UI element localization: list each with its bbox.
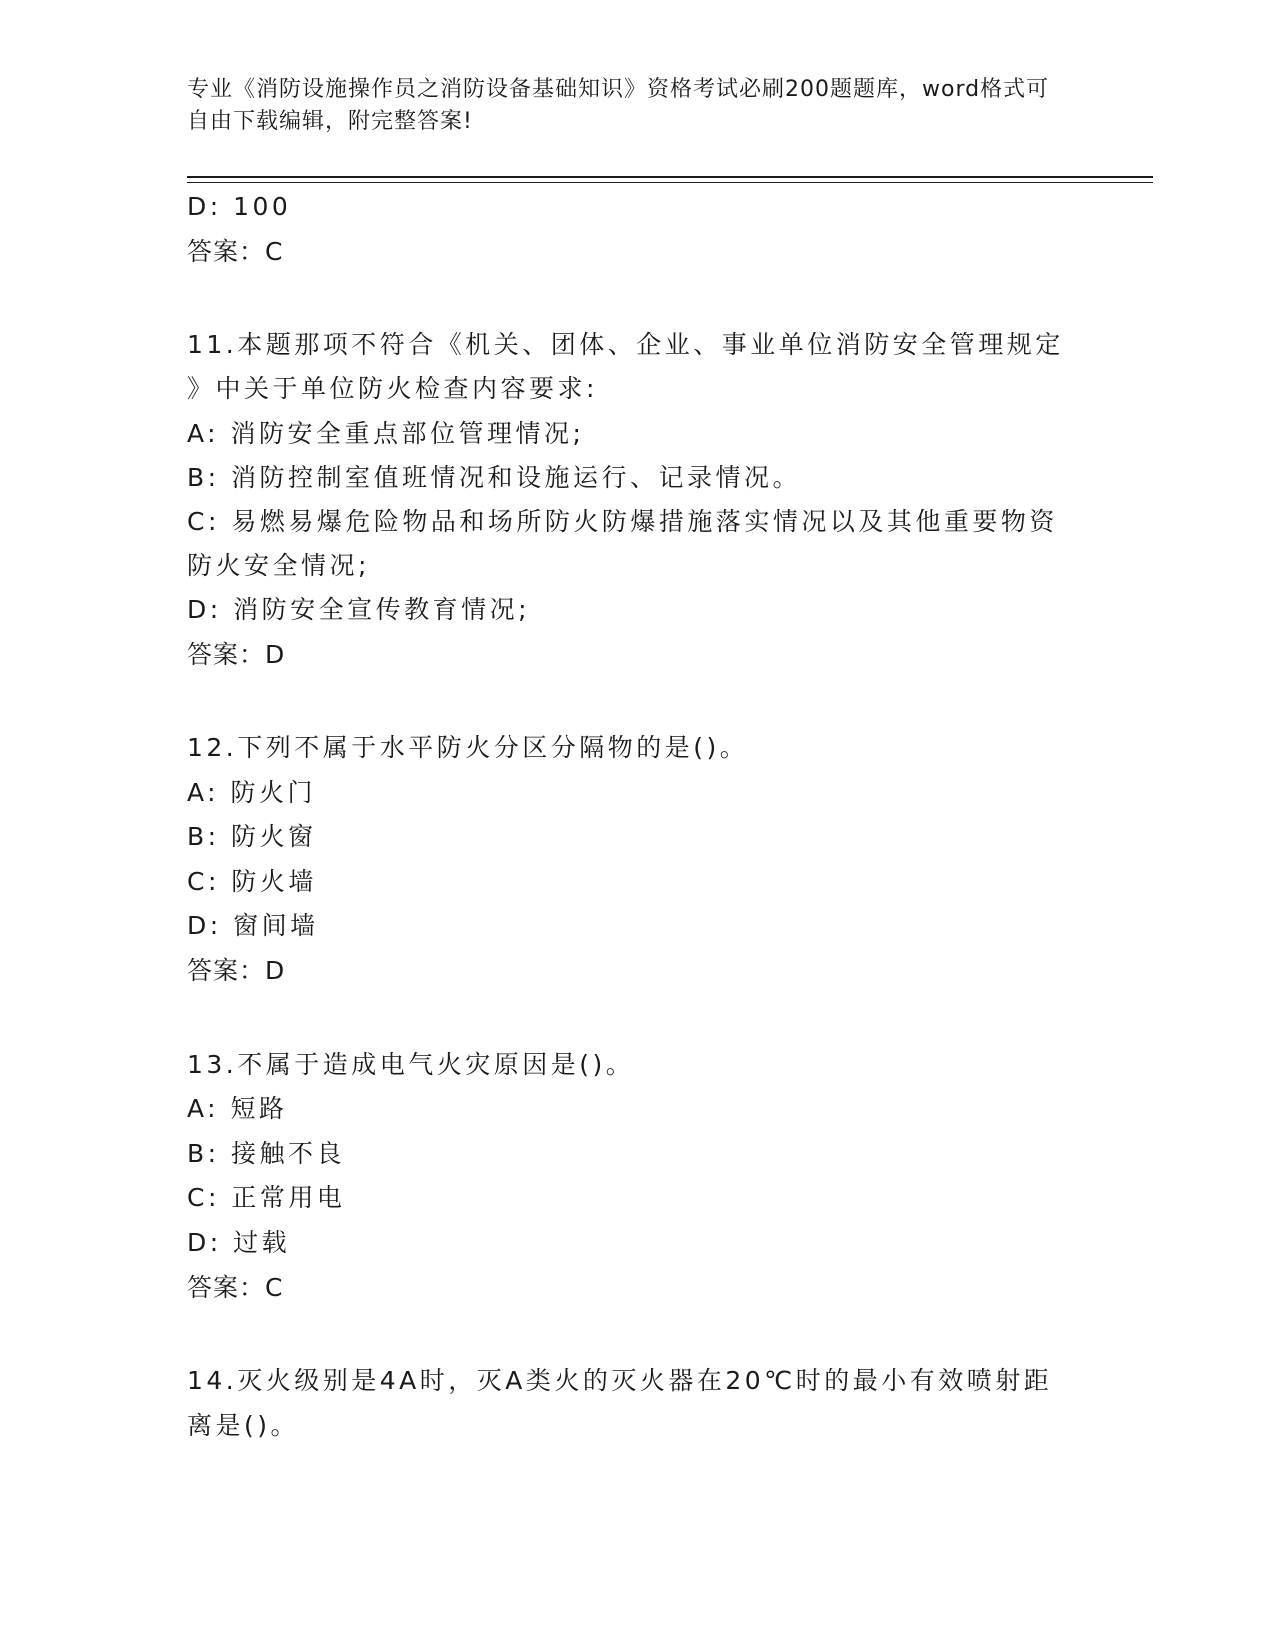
header-divider-thick: [187, 176, 1153, 178]
header-divider-thin: [187, 182, 1153, 183]
q13-stem: 13.不属于造成电气火灾原因是()。: [187, 1050, 635, 1079]
q13-option-c: C: 正常用电: [187, 1183, 346, 1212]
q11-option-a: A: 消防安全重点部位管理情况;: [187, 419, 585, 448]
q14-stem-line2: 离是()。: [187, 1411, 300, 1440]
document-header: 专业《消防设施操作员之消防设备基础知识》资格考试必刷200题题库，word格式可自由下载编辑，附完整答案!: [187, 77, 1050, 134]
q11-option-c-line1: C: 易燃易爆危险物品和场所防火防爆措施落实情况以及其他重要物资: [187, 507, 1058, 536]
prev-answer: 答案：C: [187, 237, 284, 266]
q11-option-c-line2: 防火安全情况;: [187, 551, 370, 580]
q12-option-a: A: 防火门: [187, 778, 317, 807]
q11-option-b: B: 消防控制室值班情况和设施运行、记录情况。: [187, 463, 802, 492]
q12-stem: 12.下列不属于水平防火分区分隔物的是()。: [187, 733, 749, 762]
q11-option-d: D: 消防安全宣传教育情况;: [187, 595, 531, 624]
q13-option-b: B: 接触不良: [187, 1139, 346, 1168]
q12-option-c: C: 防火墙: [187, 867, 317, 896]
q13-option-d: D: 过载: [187, 1228, 291, 1257]
q13-answer: 答案：C: [187, 1273, 284, 1302]
q12-option-b: B: 防火窗: [187, 822, 317, 851]
q11-stem-line1: 11.本题那项不符合《机关、团体、企业、事业单位消防安全管理规定: [187, 330, 1064, 359]
q12-answer: 答案：D: [187, 956, 286, 985]
q14-stem-line1: 14.灭火级别是4A时，灭A类火的灭火器在20℃时的最小有效喷射距: [187, 1366, 1053, 1395]
q12-option-d: D: 窗间墙: [187, 911, 319, 940]
q11-answer: 答案：D: [187, 640, 286, 669]
prev-option-d: D: 100: [187, 192, 292, 221]
q11-stem-line2: 》中关于单位防火检查内容要求:: [187, 374, 598, 403]
q13-option-a: A: 短路: [187, 1094, 288, 1123]
